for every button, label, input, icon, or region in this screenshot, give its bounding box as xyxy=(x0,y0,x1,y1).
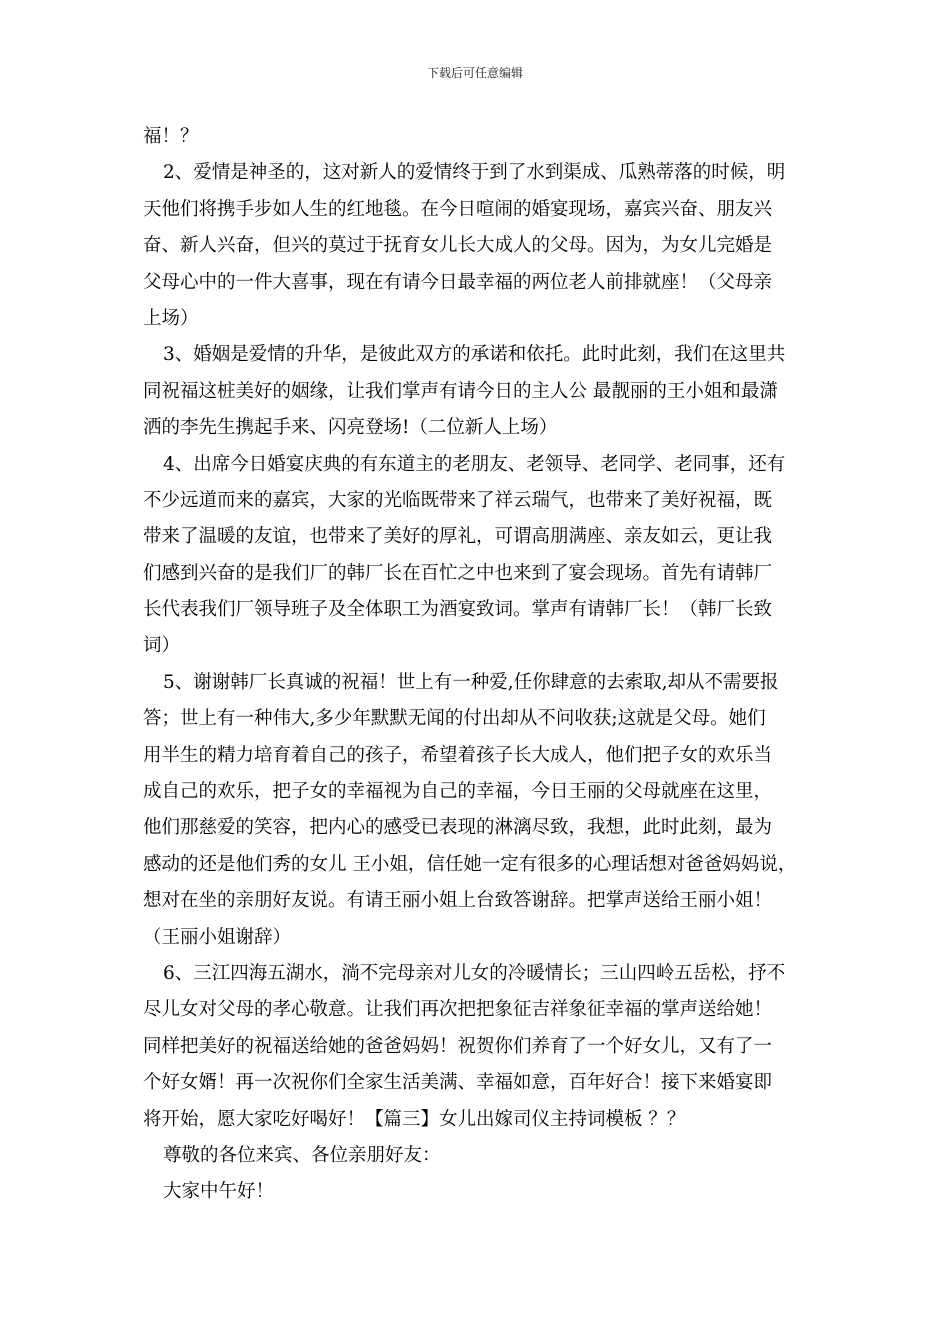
text-line: 个好女婿！再一次祝你们全家生活美满、幸福如意，百年好合！接下来婚宴即 xyxy=(143,1072,773,1094)
text-line: 尊敬的各位来宾、各位亲朋好友： xyxy=(163,1144,441,1166)
text-line: 长代表我们厂领导班子及全体职工为酒宴致词。掌声有请韩厂长！（韩厂长致 xyxy=(143,599,773,621)
page-header-note: 下载后可任意编辑 xyxy=(426,66,523,80)
text-line: 同祝福这桩美好的姻缘，让我们掌声有请今日的主人公 最靓丽的王小姐和最潇 xyxy=(143,380,778,402)
text-line: 成自己的欢乐，把子女的幸福视为自己的幸福，今日王丽的父母就座在这里， xyxy=(143,781,773,803)
text-line: 4、出席今日婚宴庆典的有东道主的老朋友、老领导、老同学、老同事，还有 xyxy=(163,453,786,475)
text-line: 不少远道而来的嘉宾，大家的光临既带来了祥云瑞气，也带来了美好祝福，既 xyxy=(143,489,773,511)
text-line: 想对在坐的亲朋好友说。有请王丽小姐上台致答谢辞。把掌声送给王丽小姐！ xyxy=(143,890,773,912)
text-line: 同样把美好的祝福送给她的爸爸妈妈！祝贺你们养育了一个好女儿，又有了一 xyxy=(143,1035,773,1057)
text-line: 福！？ xyxy=(143,126,199,147)
text-line: 带来了温暖的友谊，也带来了美好的厚礼，可谓高朋满座、亲友如云，更让我 xyxy=(143,526,773,548)
text-line: 将开始，愿大家吃好喝好！【篇三】女儿出嫁司仪主持词模板 ？？ xyxy=(143,1108,686,1130)
text-line: 父母心中的一件大喜事，现在有请今日最幸福的两位老人前排就座！（父母亲 xyxy=(143,271,773,293)
text-line: （王丽小姐谢辞） xyxy=(143,926,292,948)
text-line: 奋、新人兴奋，但兴的莫过于抚育女儿长大成人的父母。因为，为女儿完婚是 xyxy=(143,235,773,257)
text-line: 答；世上有一种伟大,多少年默默无闻的付出却从不问收获;这就是父母。她们 xyxy=(143,708,766,730)
text-line: 大家中午好！ xyxy=(163,1181,275,1203)
text-line: 3、婚姻是爱情的升华，是彼此双方的承诺和依托。此时此刻，我们在这里共 xyxy=(163,344,786,366)
text-line: 词） xyxy=(143,635,181,657)
text-line: 洒的李先生携起手来、闪亮登场!（二位新人上场） xyxy=(143,417,558,439)
text-line: 用半生的精力培育着自己的孩子，希望着孩子长大成人，他们把子女的欢乐当 xyxy=(143,744,773,766)
text-line: 5、谢谢韩厂长真诚的祝福！世上有一种爱,任你肆意的去索取,却从不需要报 xyxy=(163,671,779,693)
text-line: 6、三江四海五湖水，淌不完母亲对儿女的冷暖情长；三山四岭五岳松，抒不 xyxy=(163,962,786,984)
text-line: 感动的还是他们秀的女儿 王小姐，信任她一定有很多的心理话想对爸爸妈妈说， xyxy=(143,853,797,875)
text-line: 上场） xyxy=(143,307,199,329)
text-line: 们感到兴奋的是我们厂的韩厂长在百忙之中也来到了宴会现场。首先有请韩厂 xyxy=(143,562,773,584)
text-line: 2、爱情是神圣的，这对新人的爱情终于到了水到渠成、瓜熟蒂落的时候，明 xyxy=(163,162,786,184)
document-body xyxy=(143,119,823,1211)
text-line: 他们那慈爱的笑容，把内心的感受已表现的淋漓尽致，我想，此时此刻，最为 xyxy=(143,817,773,839)
text-line: 天他们将携手步如人生的红地毯。在今日喧闹的婚宴现场，嘉宾兴奋、朋友兴 xyxy=(143,198,773,220)
text-line: 尽儿女对父母的孝心敬意。让我们再次把把象征吉祥象征幸福的掌声送给她！ xyxy=(143,999,773,1021)
